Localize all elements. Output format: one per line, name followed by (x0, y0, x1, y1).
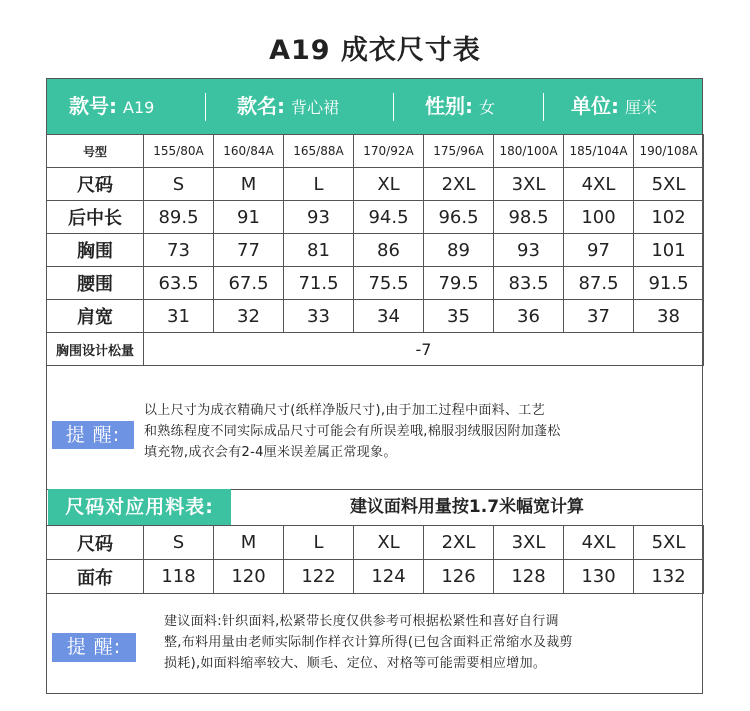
table-row (47, 267, 704, 300)
table-cell: 4XL (564, 526, 634, 560)
gender-label: 性别: (425, 94, 473, 118)
table-cell: 118 (144, 560, 214, 594)
table-cell: 71.5 (284, 267, 354, 300)
table-cell: L (284, 168, 354, 201)
row-label: 腰围 (47, 267, 144, 300)
table-cell: 77 (214, 234, 284, 267)
row-label: 后中长 (47, 201, 144, 234)
table-cell: 2XL (424, 526, 494, 560)
table-cell: 31 (144, 300, 214, 333)
row-label: 肩宽 (47, 300, 144, 333)
table-cell: 97 (564, 234, 634, 267)
table-cell: 122 (284, 560, 354, 594)
table-row (47, 560, 704, 594)
table-cell: 3XL (494, 168, 564, 201)
table-cell: 36 (494, 300, 564, 333)
table-row (47, 234, 704, 267)
table-cell: 100 (564, 201, 634, 234)
table-cell: 101 (634, 234, 704, 267)
table-cell: XL (354, 526, 424, 560)
reminder-badge: 提 醒: (52, 421, 134, 449)
table-row (47, 135, 704, 168)
row-label: 尺码 (47, 526, 144, 560)
table-cell: L (284, 526, 354, 560)
page-title: A19 成衣尺寸表 (269, 35, 481, 66)
header-divider (393, 93, 394, 121)
table-cell: 180/100A (494, 135, 564, 168)
table-cell: 155/80A (144, 135, 214, 168)
table-row (47, 201, 704, 234)
size-table (46, 134, 704, 366)
table-cell: 160/84A (214, 135, 284, 168)
reminder-line: 以上尺寸为成衣精确尺寸(纸样净版尺寸),由于加工过程中面料、工艺 (144, 403, 545, 418)
table-cell: M (214, 168, 284, 201)
table-row (47, 526, 704, 560)
table-cell: 87.5 (564, 267, 634, 300)
table-cell: 86 (354, 234, 424, 267)
table-row (47, 333, 704, 366)
reminder-text (144, 400, 700, 463)
table-cell: 37 (564, 300, 634, 333)
unit-value: 厘米 (625, 98, 658, 117)
table-cell: 79.5 (424, 267, 494, 300)
table-cell: 5XL (634, 168, 704, 201)
table-cell: 185/104A (564, 135, 634, 168)
table-cell: 4XL (564, 168, 634, 201)
gender-value: 女 (479, 98, 496, 117)
table-cell: 98.5 (494, 201, 564, 234)
table-cell: 126 (424, 560, 494, 594)
table-cell: 124 (354, 560, 424, 594)
table-cell: 83.5 (494, 267, 564, 300)
gender (425, 79, 495, 134)
header-divider (543, 93, 544, 121)
unit-label: 单位: (571, 94, 619, 118)
table-cell: XL (354, 168, 424, 201)
reminder-line: 整,布料用量由老师实际制作样衣计算所得(已包含面料正常缩水及裁剪 (164, 635, 573, 650)
table-cell: 5XL (634, 526, 704, 560)
table-cell: 91.5 (634, 267, 704, 300)
table-cell: 32 (214, 300, 284, 333)
style-name-label: 款名: (237, 94, 285, 118)
style-no (69, 79, 154, 134)
table-cell: 89 (424, 234, 494, 267)
table-cell: 75.5 (354, 267, 424, 300)
table-cell: 35 (424, 300, 494, 333)
table-cell: 165/88A (284, 135, 354, 168)
ease-value: -7 (144, 333, 704, 366)
table-cell: 89.5 (144, 201, 214, 234)
table-cell: 91 (214, 201, 284, 234)
fabric-table (46, 525, 704, 594)
table-cell: 130 (564, 560, 634, 594)
table-cell: 102 (634, 201, 704, 234)
style-no-value: A19 (123, 98, 155, 117)
fabric-reminder-text (164, 611, 700, 674)
reminder-line: 填充物,成衣会有2-4厘米误差属正常现象。 (144, 445, 397, 460)
table-cell: 73 (144, 234, 214, 267)
table-cell: 3XL (494, 526, 564, 560)
table-cell: 175/96A (424, 135, 494, 168)
table-cell: 81 (284, 234, 354, 267)
table-cell: 2XL (424, 168, 494, 201)
table-cell: 38 (634, 300, 704, 333)
row-label: 号型 (47, 135, 144, 168)
fabric-width-note: 建议面料用量按1.7米幅宽计算 (349, 497, 585, 517)
table-cell: M (214, 526, 284, 560)
table-cell: 128 (494, 560, 564, 594)
fabric-table-title: 尺码对应用料表: (48, 489, 231, 525)
style-no-label: 款号: (69, 94, 117, 118)
table-cell: 132 (634, 560, 704, 594)
reminder-badge: 提 醒: (52, 633, 136, 662)
table-row (47, 300, 704, 333)
row-label: 胸围设计松量 (47, 333, 144, 366)
table-row (47, 168, 704, 201)
table-cell: 93 (284, 201, 354, 234)
table-cell: 67.5 (214, 267, 284, 300)
reminder-line: 和熟练程度不同实际成品尺寸可能会有所误差哦,棉服羽绒服因附加蓬松 (144, 424, 561, 439)
table-cell: 34 (354, 300, 424, 333)
row-label: 面布 (47, 560, 144, 594)
reminder-line: 建议面料:针织面料,松紧带长度仅供参考可根据松紧性和喜好自行调 (164, 614, 559, 629)
style-name (237, 79, 339, 134)
info-header (46, 78, 703, 135)
row-label: 胸围 (47, 234, 144, 267)
header-divider (205, 93, 206, 121)
table-cell: 94.5 (354, 201, 424, 234)
row-label: 尺码 (47, 168, 144, 201)
table-cell: 120 (214, 560, 284, 594)
table-cell: S (144, 526, 214, 560)
table-cell: 190/108A (634, 135, 704, 168)
reminder-line: 损耗),如面料缩率较大、顺毛、定位、对格等可能需要相应增加。 (164, 656, 547, 671)
style-name-value: 背心裙 (291, 98, 340, 117)
table-cell: 96.5 (424, 201, 494, 234)
table-cell: S (144, 168, 214, 201)
table-cell: 63.5 (144, 267, 214, 300)
table-cell: 170/92A (354, 135, 424, 168)
unit (571, 79, 657, 134)
table-cell: 33 (284, 300, 354, 333)
table-cell: 93 (494, 234, 564, 267)
